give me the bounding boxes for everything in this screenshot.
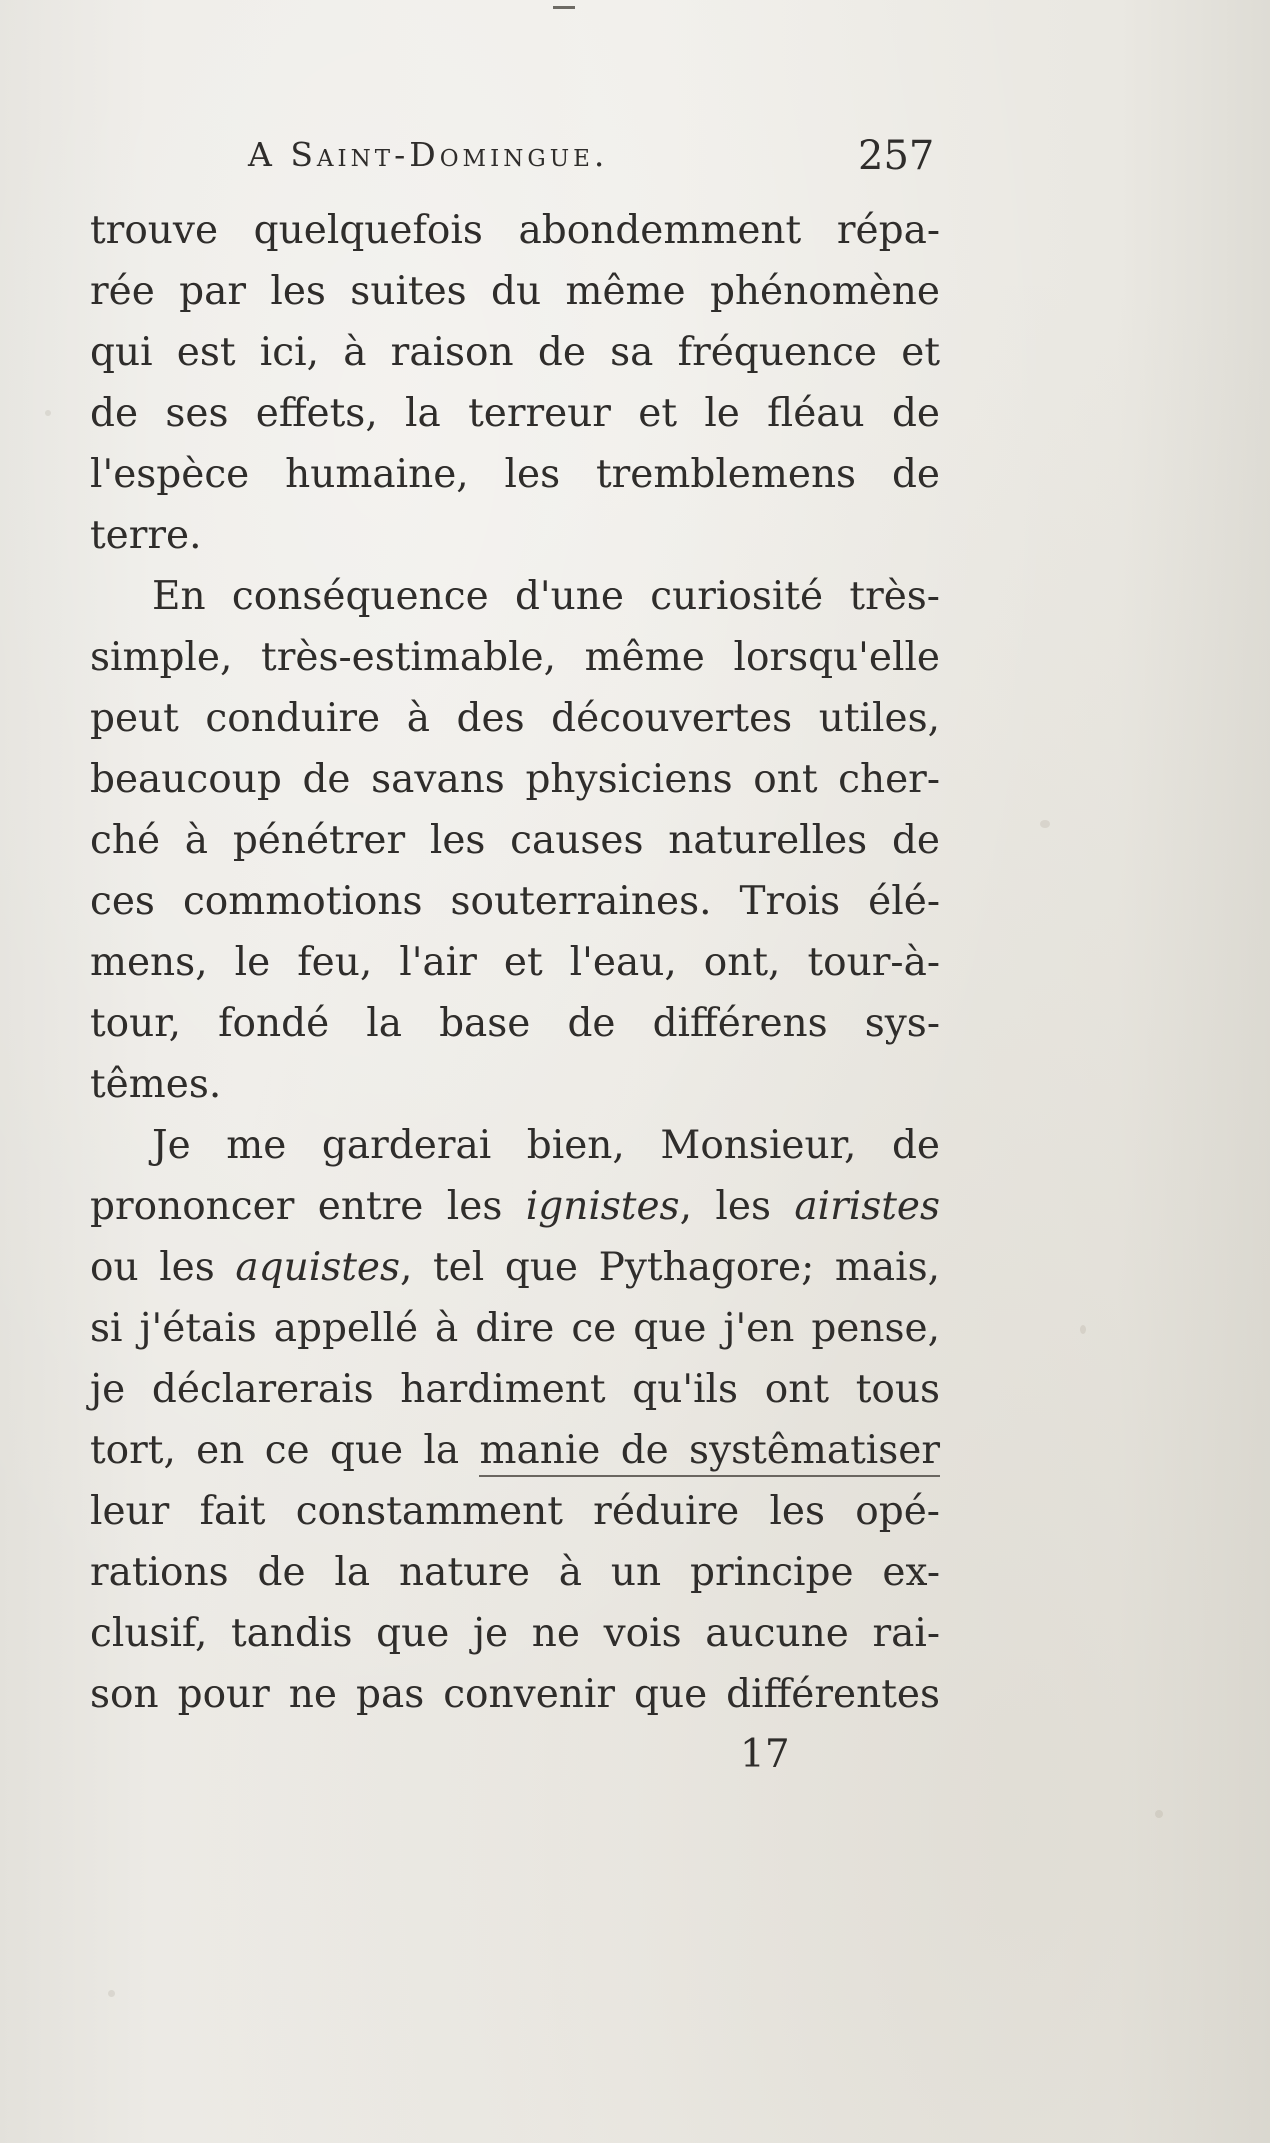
text-line: l'espèce humaine, les tremblemens de: [90, 452, 940, 497]
text-line: rée par les suites du même phénomène: [90, 269, 940, 314]
text-run: prononcer entre les: [90, 1184, 526, 1229]
text-line: ché à pénétrer les causes naturelles de: [90, 818, 940, 863]
paper-stain: [108, 1990, 115, 1997]
text-run: , les: [679, 1184, 795, 1229]
body-text: [90, 200, 940, 1725]
text-line: tour, fondé la base de différens sys-: [90, 1001, 940, 1046]
italic-term: ignistes: [525, 1184, 680, 1229]
text-run: tort, en ce que la: [90, 1428, 480, 1473]
running-header: [248, 135, 948, 187]
text-line: [90, 1176, 940, 1237]
text-line: de ses effets, la terreur et le fléau de: [90, 391, 940, 436]
paper-stain: [1080, 1325, 1086, 1334]
text-line: clusif, tandis que je ne vois aucune rai-: [90, 1611, 940, 1656]
text-line: [90, 1237, 940, 1298]
running-title: A Saint-Domingue.: [248, 135, 609, 174]
paragraph-start: En conséquence d'une curiosité très-: [152, 574, 940, 619]
page-number: 257: [858, 133, 935, 179]
text-run: ou les: [90, 1245, 236, 1290]
paragraph-start: Je me garderai bien, Monsieur, de: [152, 1123, 940, 1168]
top-mark: [553, 6, 575, 9]
text-line: leur fait constamment réduire les opé-: [90, 1489, 940, 1534]
text-line: son pour ne pas convenir que différentes: [90, 1672, 940, 1717]
paper-stain: [1040, 820, 1050, 828]
text-line: trouve quelquefois abondemment répa-: [90, 208, 940, 253]
text-line: je déclarerais hardiment qu'ils ont tous: [90, 1367, 940, 1412]
text-run: , tel que Pythagore; mais,: [400, 1245, 940, 1290]
underlined-phrase: manie de systêmatiser: [479, 1428, 940, 1477]
text-line: rations de la nature à un principe ex-: [90, 1550, 940, 1595]
text-line: beaucoup de savans physiciens ont cher-: [90, 757, 940, 802]
text-line: peut conduire à des découvertes utiles,: [90, 696, 940, 741]
text-line: qui est ici, à raison de sa fréquence et: [90, 330, 940, 375]
signature-mark: 17: [740, 1732, 790, 1777]
text-line: mens, le feu, l'air et l'eau, ont, tour-à-: [90, 940, 940, 985]
italic-term: airistes: [794, 1184, 940, 1229]
text-line: terre.: [90, 513, 202, 558]
paper-stain: [45, 410, 51, 416]
paper-stain: [1155, 1810, 1163, 1818]
italic-term: aquistes: [235, 1245, 400, 1290]
text-line: ces commotions souterraines. Trois élé-: [90, 879, 940, 924]
text-line: si j'étais appellé à dire ce que j'en pense,: [90, 1306, 940, 1351]
text-line: [90, 1420, 940, 1481]
text-line: simple, très-estimable, même lorsqu'elle: [90, 635, 940, 680]
text-line: têmes.: [90, 1062, 222, 1107]
